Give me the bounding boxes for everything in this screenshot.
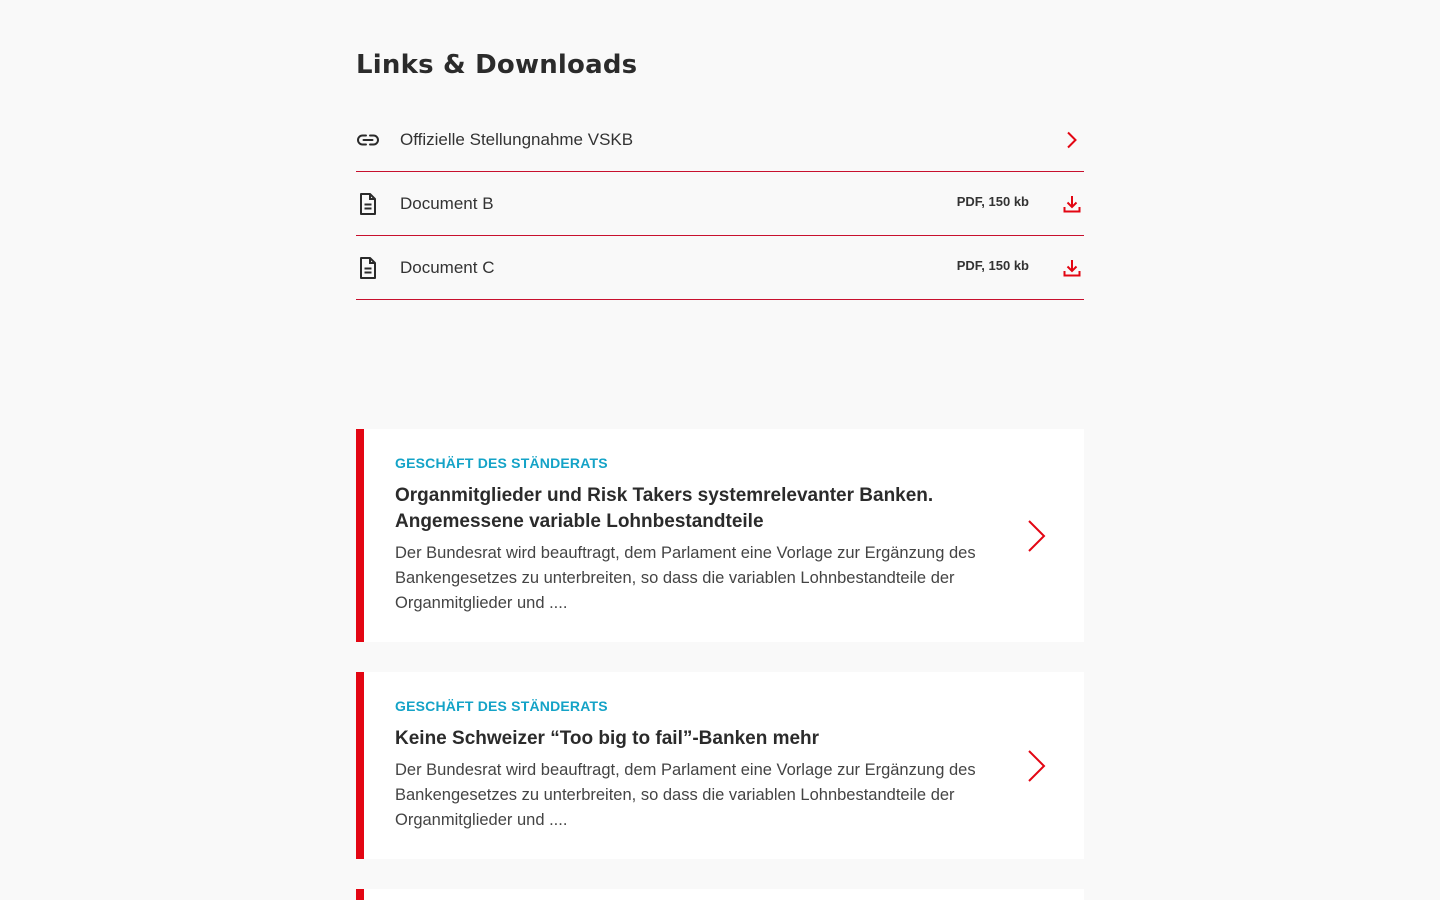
card-title: Organmitglieder und Risk Takers systemrelevanter Banken. Angemessene variable Lohnbestandteile (395, 485, 934, 532)
link-label: Offizielle Stellungnahme VSKB (400, 129, 634, 149)
document-icon (356, 256, 380, 280)
card-text: Der Bundesrat wird beauftragt, dem Parlament eine Vorlage zur Ergänzung des Bankengesetzes zu unterbreiten, so dass die variablen Lohnbestandteile der Organmitglieder und .... (395, 544, 976, 612)
links-list (356, 108, 1084, 300)
file-meta: PDF, 150 kb (956, 194, 1029, 209)
chevron-right-icon[interactable] (1060, 128, 1084, 152)
link-row-stellungnahme[interactable] (356, 108, 1084, 172)
file-meta: PDF, 150 kb (956, 258, 1029, 273)
business-card[interactable] (356, 429, 1084, 642)
download-icon[interactable] (1060, 256, 1084, 280)
card-category: GESCHÄFT DES STÄNDERATS (395, 455, 608, 471)
download-icon[interactable] (1060, 192, 1084, 216)
download-label: Document B (400, 193, 494, 213)
card-text: Der Bundesrat wird beauftragt, dem Parlament eine Vorlage zur Ergänzung des Bankengesetzes zu unterbreiten, so dass die variablen Lohnbestandteile der Organmitglieder und .... (395, 761, 976, 829)
card-category: GESCHÄFT DES STÄNDERATS (395, 698, 608, 714)
download-label: Document C (400, 257, 495, 277)
link-icon (356, 128, 380, 152)
chevron-right-icon[interactable] (1026, 519, 1048, 553)
business-card[interactable] (356, 672, 1084, 859)
document-icon (356, 192, 380, 216)
chevron-right-icon[interactable] (1026, 749, 1048, 783)
download-row-document-c[interactable] (356, 236, 1084, 300)
card-title: Keine Schweizer “Too big to fail”-Banken mehr (395, 728, 820, 749)
section-title: Links & Downloads (356, 50, 638, 80)
business-card-partial[interactable] (356, 889, 1084, 900)
download-row-document-b[interactable] (356, 172, 1084, 236)
